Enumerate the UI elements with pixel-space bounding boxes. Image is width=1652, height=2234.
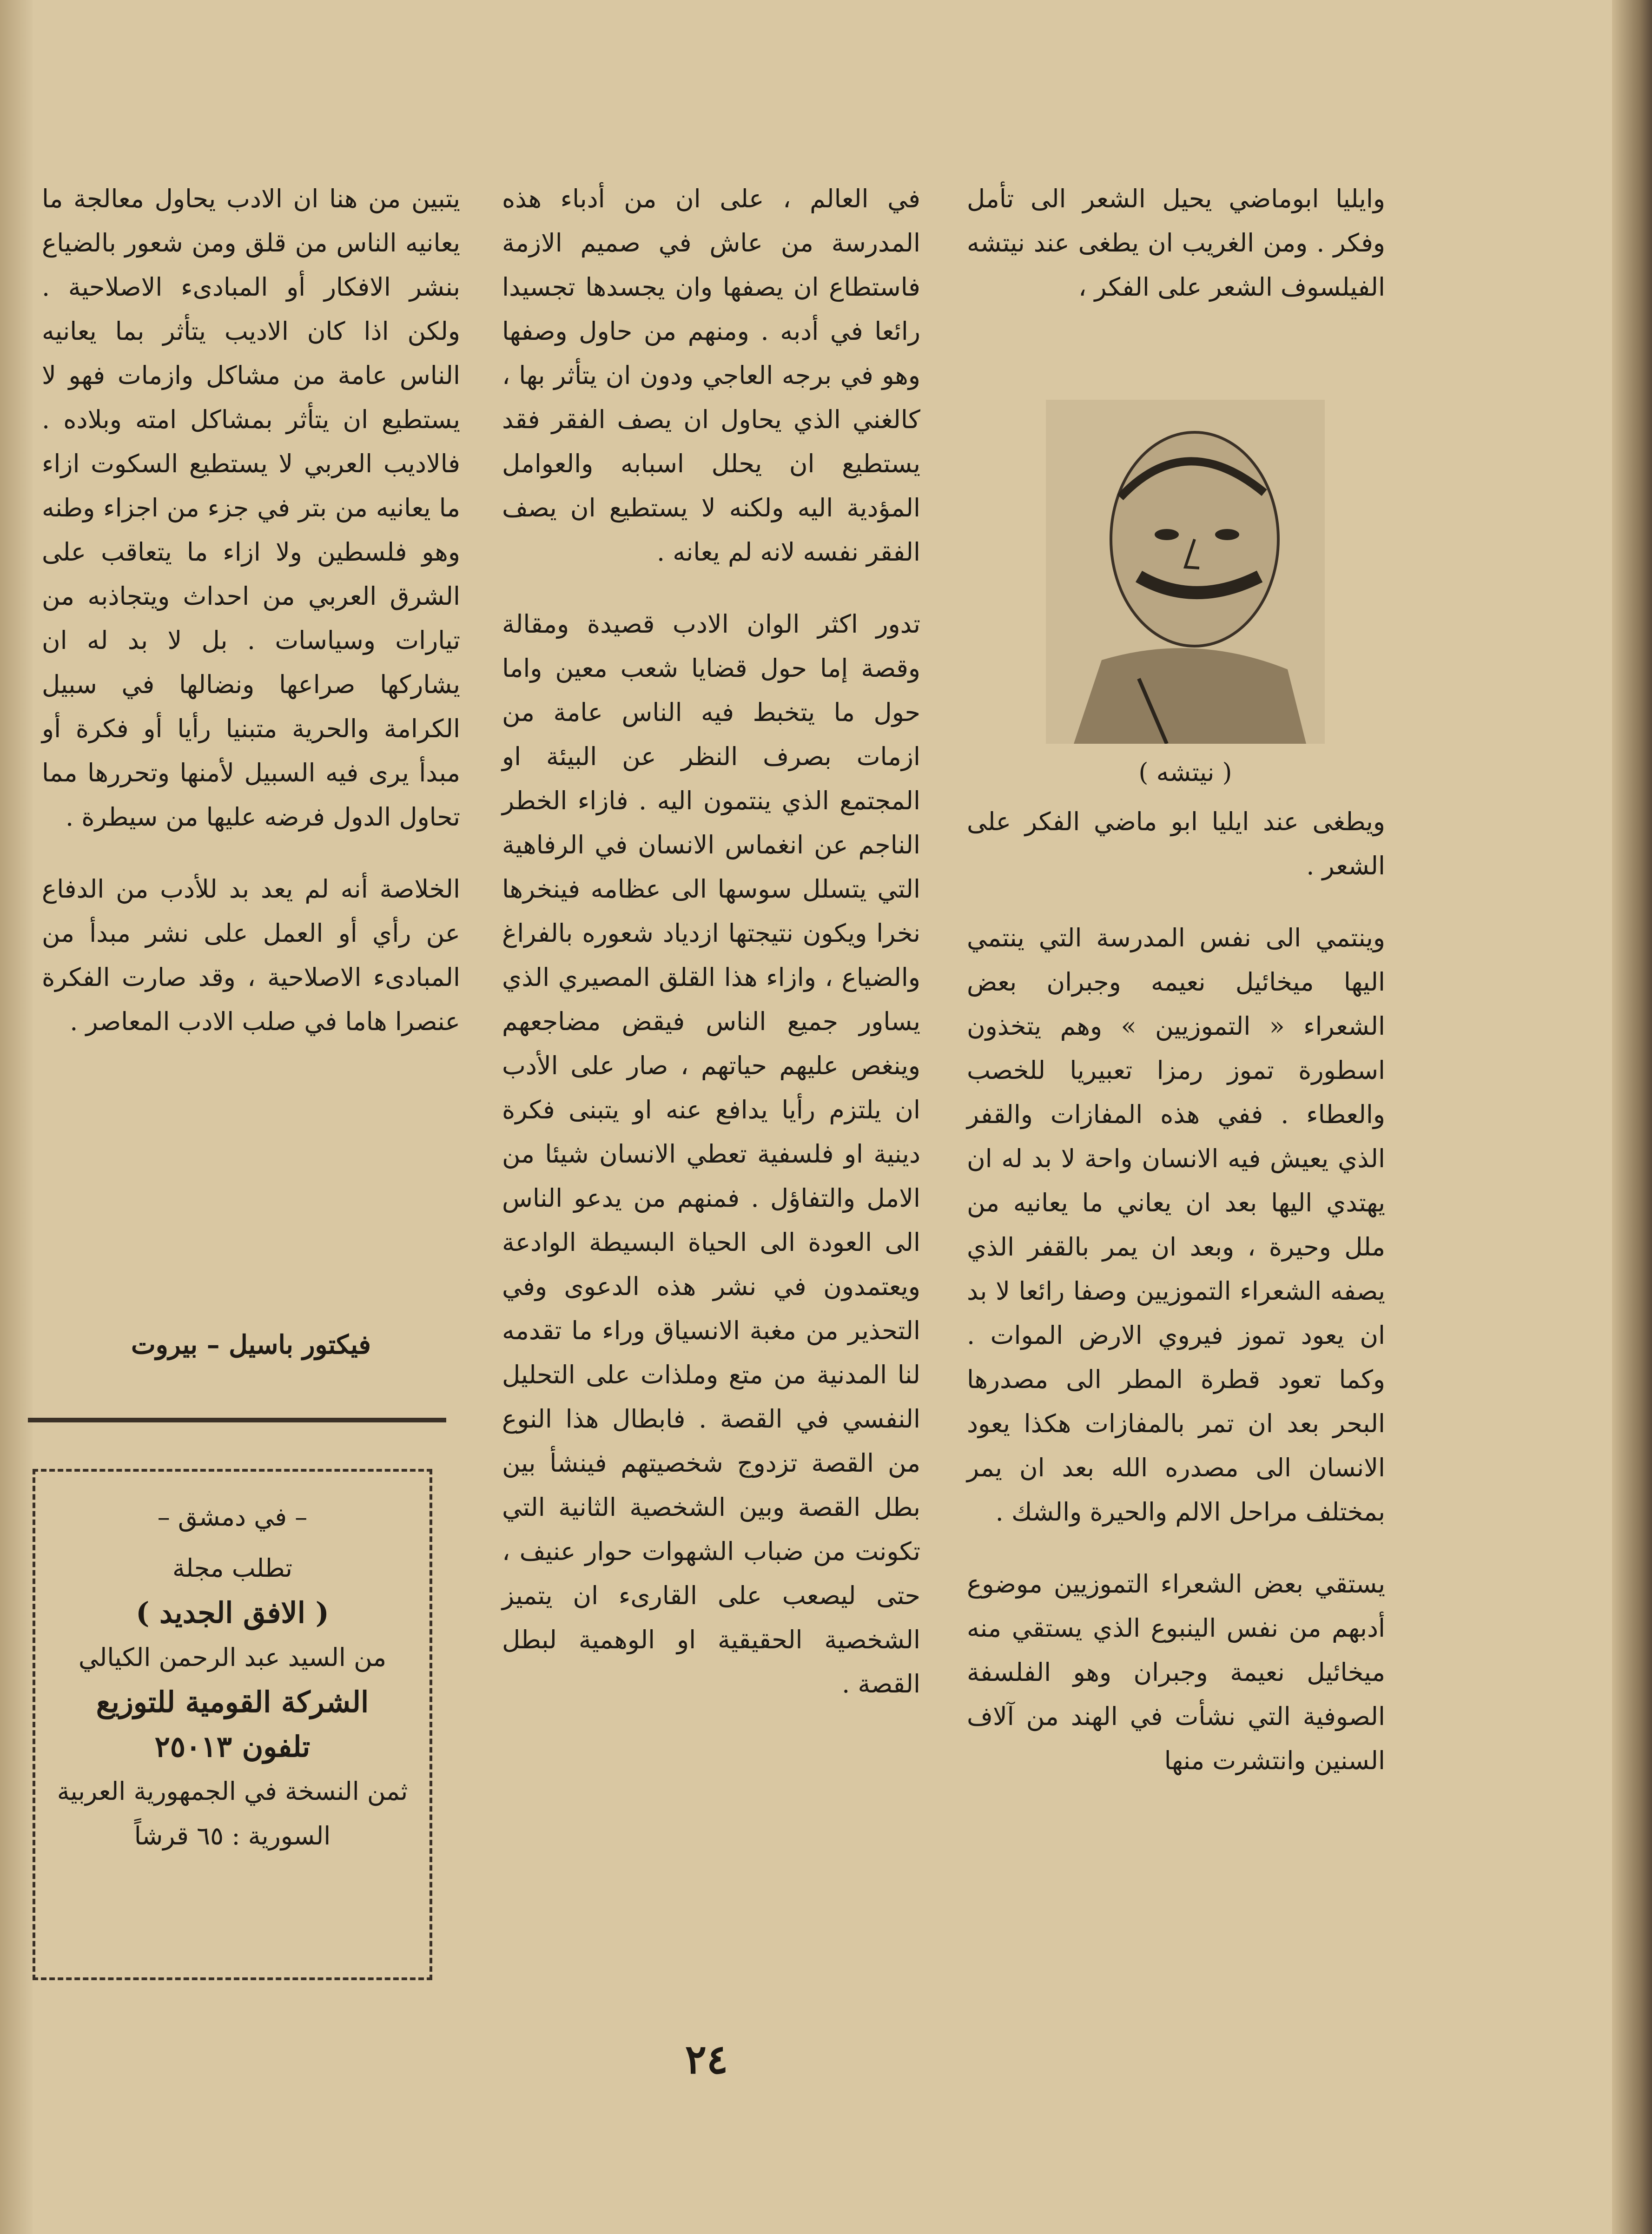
column-left-paragraph: يتبين من هنا ان الادب يحاول معالجة ما يعانيه الناس من قلق ومن شعور بالضياع بنشر الافكار أو المبادىء الاصلاحية . ولكن اذا كان الاديب يتأثر بما يعانيه الناس عامة من مشاكل وازمات فهو لا يستطيع ان يتأثر بمشاكل امته وبلاده . فالاديب العربي لا يستطيع السكوت ازاء ما يعانيه من بتر في جزء من اجزاء وطنه وهو فلسطين ولا ازاء ما يتعاقب على الشرق العربي من احداث ويتجاذبه من تيارات وسياسات . بل لا بد له ان يشاركها صراعها ونضالها في سبيل الكرامة والحرية متبنيا رأيا أو فكرة أو مبدأ يرى فيه السبيل لأمنها وتحررها مما تحاول الدول فرضه عليها من سيطرة . (42, 184, 460, 832)
column-middle-paragraph: في العالم ، على ان من أدباء هذه المدرسة من عاش في صميم الازمة فاستطاع ان يصفها وان يجسدها تجسيدا رائعا في أدبه . ومنهم من حاول وصفها وهو في برجه العاجي ودون ان يتأثر بها ، كالغني الذي يحاول ان يصف الفقر فقد يستطيع ان يحلل اسبابه والعوامل المؤدية اليه ولكنه لا يستطيع ان يصف الفقر نفسه لانه لم يعانه . (502, 184, 920, 567)
column-right-intro: وايليا ابوماضي يحيل الشعر الى تأمل وفكر . ومن الغريب ان يطغى عند نيتشه الفيلسوف الشعر على الفكر ، (967, 184, 1385, 302)
column-right-paragraph: وينتمي الى نفس المدرسة التي ينتمي اليها ميخائيل نعيمه وجبران بعض الشعراء « التموزيين » وهم يتخذون اسطورة تموز رمزا تعبيريا للخصب والعطاء . ففي هذه المفازات والقفر الذي يعيش فيه الانسان واحة لا بد له ان يهتدي اليها بعد ان يعاني ما يعانيه من ملل وحيرة ، وبعد ان يمر بالقفر الذي يصفه الشعراء التموزيين وصفا رائعا لا بد ان يعود تموز فيروي الارض الموات . وكما تعود قطرة المطر الى مصدرها البحر بعد ان تمر بالمفازات هكذا يعود الانسان الى مصدره الله بعد ان يمر بمختلف مراحل الالم والحيرة والشك . (967, 923, 1385, 1527)
page-edge (1612, 0, 1652, 2234)
ad-line: تطلب مجلة (172, 1553, 292, 1583)
divider-rule (28, 1418, 446, 1422)
ad-price: السورية : ٦٥ قرشاً (134, 1821, 331, 1851)
column-middle-paragraph: تدور اكثر الوان الادب قصيدة ومقالة وقصة إما حول قضايا شعب معين واما حول ما يتخبط فيه الناس عامة من ازمات بصرف النظر عن البيئة او المجتمع الذي ينتمون اليه . فازاء الخطر الناجم عن انغماس الانسان في الرفاهية التي يتسلل سوسها الى عظامه فينخرها نخرا ويكون نتيجتها ازدياد شعوره بالفراغ والضياع ، وازاء هذا القلق المصيري الذي يساور جميع الناس فيقض مضاجعهم وينغص عليهم حياتهم ، صار على الأدب ان يلتزم رأيا يدافع عنه او يتبنى فكرة دينية او فلسفية تعطي الانسان شيئا من الامل والتفاؤل . فمنهم من يدعو الناس الى العودة الى الحياة البسيطة الوادعة ويعتمدون في نشر هذه الدعوى وفي التحذير من مغبة الانسياق وراء ما تقدمه لنا المدنية من متع وملذات على التحليل النفسي في القصة . فابطال هذا النوع من القصة تزدوج شخصيتهم فينشأ بين بطل القصة وبين الشخصية الثانية التي تكونت من ضباب الشهوات حوار عنيف ، حتى ليصعب على القارىء ان يتميز الشخصية الحقيقية او الوهمية لبطل القصة . (502, 609, 920, 1699)
ad-magazine-name: ( الافق الجديد ) (136, 1596, 329, 1630)
page-number: ٢٤ (685, 2036, 728, 2083)
ad-company: الشركة القومية للتوزيع (96, 1685, 369, 1719)
column-right-paragraph: يستقي بعض الشعراء التموزيين موضوع أدبهم من نفس الينبوع الذي يستقي منه ميخائيل نعيمة وجبران وهو الفلسفة الصوفية التي نشأت في الهند من آلاف السنين وانتشرت منها (967, 1569, 1385, 1775)
ad-price: ثمن النسخة في الجمهورية العربية (57, 1777, 408, 1806)
column-left-paragraph: الخلاصة أنه لم يعد بد للأدب من الدفاع عن رأي أو العمل على نشر مبدأ من المبادىء الاصلاحية ، وقد صارت الفكرة عنصرا هاما في صلب الادب المعاصر . (42, 874, 460, 1036)
portrait-sketch-icon (1046, 400, 1325, 744)
author-signature: فيكتور باسيل – بيروت (131, 1329, 371, 1360)
column-right (967, 177, 1385, 337)
column-middle (502, 177, 920, 1734)
subscription-ad (33, 1469, 432, 1980)
ad-phone: تلفون ٢٥٠١٣ (154, 1730, 311, 1764)
column-left (42, 177, 460, 1071)
binding-margin (0, 0, 33, 2234)
ad-line: من السيد عبد الرحمن الكيالي (78, 1643, 387, 1672)
photo-caption: ( نيتشه ) (1138, 758, 1232, 787)
portrait-photo (1046, 400, 1325, 744)
ad-city: – في دمشق – (157, 1502, 308, 1532)
column-right-lower (967, 800, 1385, 1811)
column-right-paragraph: ويطغى عند ايليا ابو ماضي الفكر على الشعر . (967, 807, 1385, 880)
